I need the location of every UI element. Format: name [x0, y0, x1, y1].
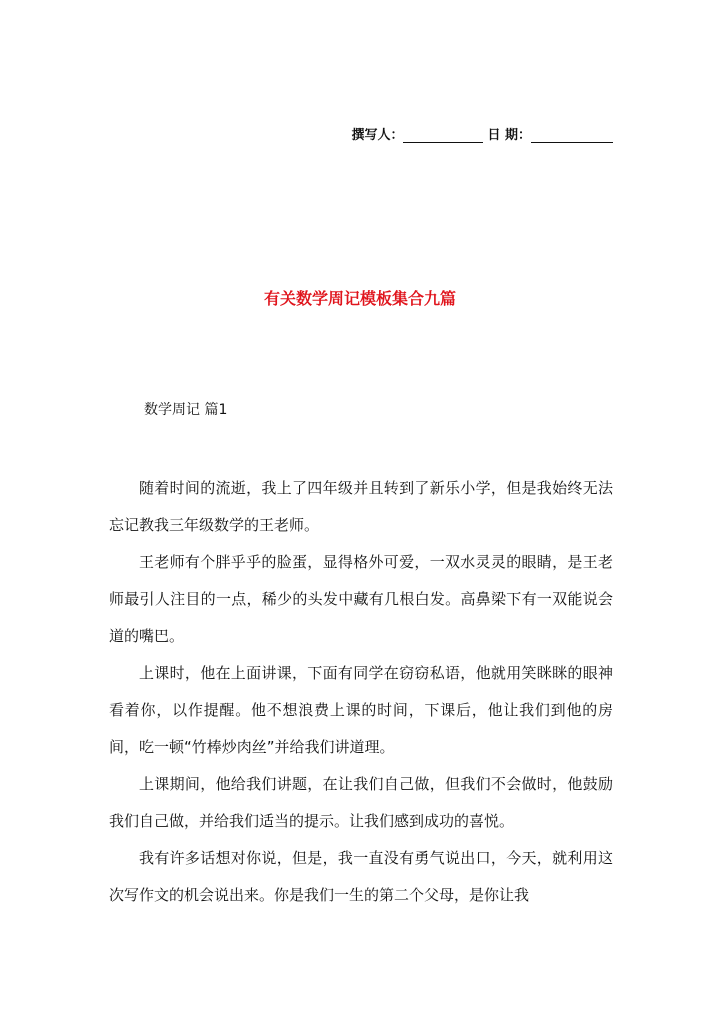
header-fields — [351, 124, 613, 143]
date-label: 日 期： — [487, 128, 531, 143]
author-blank — [403, 128, 483, 143]
paragraph: 我有许多话想对你说，但是，我一直没有勇气说出口，今天，就利用这次写作文的机会说出来。你是我们一生的第二个父母，是你让我 — [109, 849, 613, 904]
section-title: 数学周记 篇1 — [144, 402, 228, 418]
body-text — [109, 470, 613, 914]
paragraph: 随着时间的流逝，我上了四年级并且转到了新乐小学，但是我始终无法忘记教我三年级数学的王老师。 — [109, 479, 613, 534]
author-label: 撰写人： — [351, 128, 404, 143]
paragraph: 上课期间，他给我们讲题，在让我们自己做，但我们不会做时，他鼓励我们自己做，并给我们适当的提示。让我们感到成功的喜悦。 — [109, 775, 613, 830]
document-title: 有关数学周记模板集合九篇 — [263, 289, 456, 308]
date-blank — [531, 128, 613, 143]
paragraph: 王老师有个胖乎乎的脸蛋，显得格外可爱，一双水灵灵的眼睛，是王老师最引人注目的一点，稀少的头发中藏有几根白发。高鼻梁下有一双能说会道的嘴巴。 — [109, 553, 613, 645]
paragraph: 上课时，他在上面讲课，下面有同学在窃窃私语，他就用笑眯眯的眼神看着你，以作提醒。他不想浪费上课的时间，下课后，他让我们到他的房间，吃一顿“竹棒炒肉丝”并给我们讲道理。 — [109, 664, 613, 756]
